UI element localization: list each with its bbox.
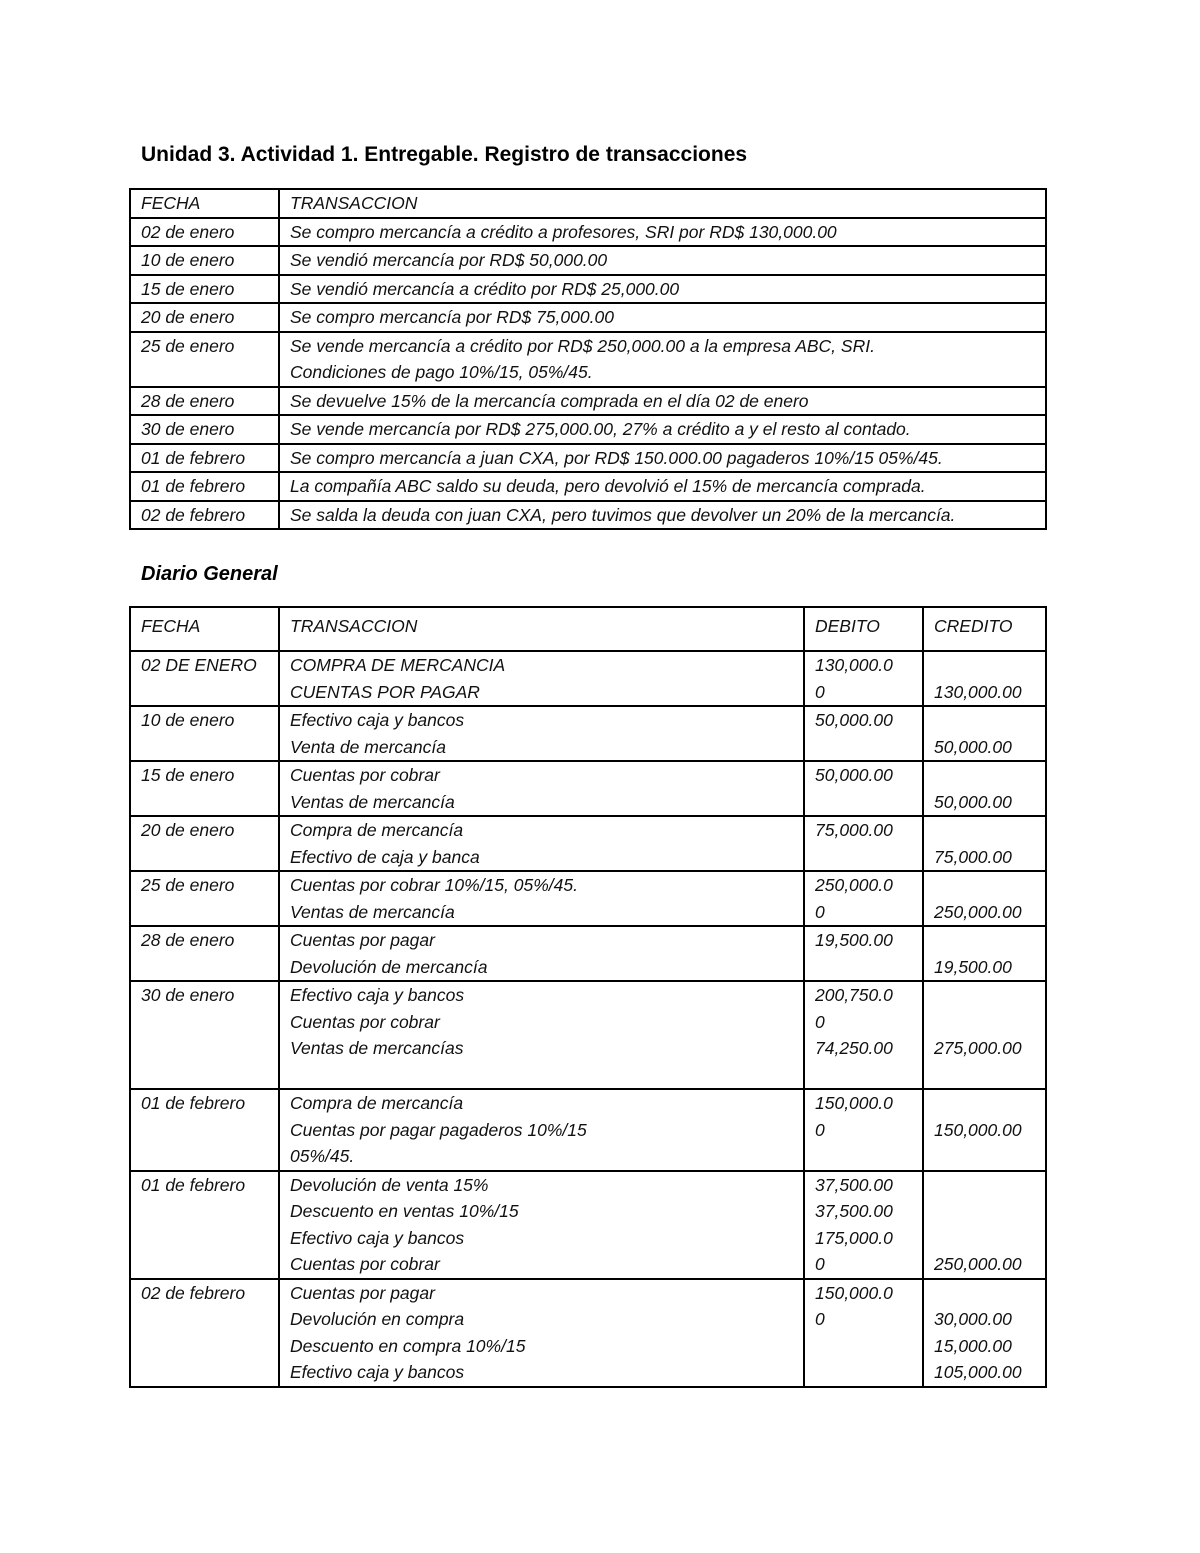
account-line: Descuento en ventas 10%/15 bbox=[290, 1201, 519, 1221]
credit-line: 250,000.00 bbox=[934, 1254, 1022, 1274]
debit-cell bbox=[804, 761, 923, 816]
debit-line: 200,750.0 bbox=[815, 985, 893, 1005]
debit-line bbox=[815, 1143, 922, 1170]
credit-line: 19,500.00 bbox=[934, 956, 1012, 977]
credit-cell bbox=[923, 981, 1046, 1089]
debit-line: 150,000.0 bbox=[815, 1282, 893, 1303]
credit-cell bbox=[923, 1171, 1046, 1279]
account-cell bbox=[279, 871, 804, 926]
credit-line bbox=[934, 652, 1045, 679]
transaction-cell bbox=[279, 387, 1046, 416]
credit-cell bbox=[923, 871, 1046, 926]
transaction-line: Se compro mercancía a crédito a profesores, SRI por RD$ 130,000.00 bbox=[290, 221, 837, 242]
table-row bbox=[130, 218, 1046, 247]
debit-cell bbox=[804, 1279, 923, 1387]
date-cell: 10 de enero bbox=[130, 246, 279, 275]
transaction-cell bbox=[279, 472, 1046, 501]
transaction-line: Se vendió mercancía a crédito por RD$ 25,000.00 bbox=[290, 278, 680, 299]
account-line: Devolución de mercancía bbox=[290, 956, 488, 977]
debit-cell bbox=[804, 926, 923, 981]
account-line: Cuentas por pagar pagaderos 10%/15 bbox=[290, 1119, 587, 1140]
credit-cell bbox=[923, 1279, 1046, 1387]
debit-cell bbox=[804, 1089, 923, 1171]
journal-entry-row bbox=[130, 706, 1046, 761]
account-line: Cuentas por cobrar 10%/15, 05%/45. bbox=[290, 875, 578, 895]
credit-cell bbox=[923, 926, 1046, 981]
account-cell bbox=[279, 651, 804, 706]
account-line: Cuentas por cobrar bbox=[290, 1254, 440, 1274]
date-cell: 02 de enero bbox=[130, 218, 279, 247]
credit-line: 50,000.00 bbox=[934, 736, 1012, 757]
account-line: Cuentas por pagar bbox=[290, 930, 435, 950]
journal-entry-row bbox=[130, 1279, 1046, 1387]
debit-line: 0 bbox=[815, 1119, 825, 1140]
journal-entry-row bbox=[130, 1171, 1046, 1279]
credit-line: 50,000.00 bbox=[934, 791, 1012, 812]
account-line: Efectivo caja y bancos bbox=[290, 1362, 465, 1382]
account-cell bbox=[279, 1171, 804, 1279]
account-cell bbox=[279, 1089, 804, 1171]
date-cell: 02 DE ENERO bbox=[130, 651, 279, 706]
transaction-line: Se compro mercancía por RD$ 75,000.00 bbox=[290, 307, 614, 327]
account-line: Ventas de mercancía bbox=[290, 901, 455, 922]
account-line: CUENTAS POR PAGAR bbox=[290, 681, 480, 702]
credit-cell bbox=[923, 761, 1046, 816]
table-row bbox=[130, 387, 1046, 416]
transaction-cell bbox=[279, 501, 1046, 530]
table-row bbox=[130, 472, 1046, 501]
journal-entry-row bbox=[130, 871, 1046, 926]
debit-cell bbox=[804, 651, 923, 706]
credit-line bbox=[934, 1090, 1045, 1117]
credit-line: 150,000.00 bbox=[934, 1119, 1022, 1140]
debit-line: 37,500.00 bbox=[815, 1201, 893, 1221]
debit-cell bbox=[804, 706, 923, 761]
credit-cell bbox=[923, 816, 1046, 871]
debit-line bbox=[815, 1359, 922, 1386]
account-line: Efectivo caja y bancos bbox=[290, 1227, 465, 1248]
table-row bbox=[130, 275, 1046, 304]
header-cell: FECHA bbox=[130, 189, 279, 218]
debit-line: 50,000.00 bbox=[815, 710, 893, 730]
header-cell: DEBITO bbox=[804, 607, 923, 651]
date-cell: 25 de enero bbox=[130, 332, 279, 387]
credit-cell bbox=[923, 706, 1046, 761]
credit-line bbox=[934, 1143, 1045, 1170]
transaction-cell bbox=[279, 303, 1046, 332]
table-row bbox=[130, 415, 1046, 444]
journal-entry-row bbox=[130, 926, 1046, 981]
credit-line: 250,000.00 bbox=[934, 901, 1022, 922]
transaction-line: Se compro mercancía a juan CXA, por RD$ 150.000.00 pagaderos 10%/15 05%/45. bbox=[290, 447, 943, 468]
credit-line bbox=[934, 1172, 1045, 1199]
account-line: Cuentas por pagar bbox=[290, 1282, 435, 1303]
account-line: Cuentas por cobrar bbox=[290, 1011, 440, 1032]
transaction-cell bbox=[279, 218, 1046, 247]
header-cell: TRANSACCION bbox=[279, 189, 1046, 218]
credit-line: 130,000.00 bbox=[934, 681, 1022, 702]
date-cell: 10 de enero bbox=[130, 706, 279, 761]
account-line: Venta de mercancía bbox=[290, 736, 446, 757]
account-line: Efectivo caja y bancos bbox=[290, 985, 465, 1005]
date-cell: 01 de febrero bbox=[130, 472, 279, 501]
header-cell: FECHA bbox=[130, 607, 279, 651]
credit-line bbox=[934, 1280, 1045, 1307]
debit-line bbox=[815, 1062, 922, 1089]
date-cell: 01 de febrero bbox=[130, 1171, 279, 1279]
account-line: Devolución en compra bbox=[290, 1309, 465, 1329]
debit-line: 0 bbox=[815, 901, 825, 922]
credit-cell bbox=[923, 651, 1046, 706]
account-cell bbox=[279, 981, 804, 1089]
debit-line: 37,500.00 bbox=[815, 1174, 893, 1195]
transaction-line: Condiciones de pago 10%/15, 05%/45. bbox=[290, 362, 593, 382]
debit-line: 0 bbox=[815, 1254, 825, 1274]
journal-entry-row bbox=[130, 761, 1046, 816]
debit-line: 50,000.00 bbox=[815, 765, 893, 785]
debit-line bbox=[815, 954, 922, 981]
account-cell bbox=[279, 1279, 804, 1387]
journal-entry-row bbox=[130, 1089, 1046, 1171]
transaction-cell bbox=[279, 444, 1046, 473]
debit-line: 175,000.0 bbox=[815, 1227, 893, 1248]
journal-entry-row bbox=[130, 981, 1046, 1089]
date-cell: 20 de enero bbox=[130, 816, 279, 871]
account-cell bbox=[279, 706, 804, 761]
page-title: Unidad 3. Actividad 1. Entregable. Registro de transacciones bbox=[141, 143, 748, 166]
debit-line: 74,250.00 bbox=[815, 1038, 893, 1058]
header-cell: CREDITO bbox=[923, 607, 1046, 651]
account-line: Compra de mercancía bbox=[290, 1093, 464, 1113]
debit-cell bbox=[804, 981, 923, 1089]
table-row bbox=[130, 444, 1046, 473]
credit-line bbox=[934, 872, 1045, 899]
date-cell: 30 de enero bbox=[130, 415, 279, 444]
date-cell: 02 de febrero bbox=[130, 501, 279, 530]
account-line: Descuento en compra 10%/15 bbox=[290, 1335, 526, 1356]
transaction-line: Se salda la deuda con juan CXA, pero tuvimos que devolver un 20% de la mercancía. bbox=[290, 504, 956, 525]
journal-entry-row bbox=[130, 816, 1046, 871]
account-line: Ventas de mercancías bbox=[290, 1038, 464, 1058]
transaction-line: Se vende mercancía a crédito por RD$ 250,000.00 a la empresa ABC, SRI. bbox=[290, 335, 875, 356]
date-cell: 28 de enero bbox=[130, 926, 279, 981]
debit-line: 0 bbox=[815, 1309, 825, 1329]
account-line bbox=[290, 1062, 803, 1089]
transaction-line: Se devuelve 15% de la mercancía comprada en el día 02 de enero bbox=[290, 390, 809, 411]
credit-line bbox=[934, 762, 1045, 789]
date-cell: 02 de febrero bbox=[130, 1279, 279, 1387]
credit-line bbox=[934, 1198, 1045, 1225]
credit-line bbox=[934, 1062, 1045, 1089]
transaction-cell bbox=[279, 275, 1046, 304]
debit-cell bbox=[804, 871, 923, 926]
journal-entry-row bbox=[130, 651, 1046, 706]
date-cell: 15 de enero bbox=[130, 275, 279, 304]
table-row bbox=[130, 303, 1046, 332]
date-cell: 25 de enero bbox=[130, 871, 279, 926]
debit-line: 0 bbox=[815, 1011, 825, 1032]
journal-title: Diario General bbox=[141, 563, 278, 585]
credit-line bbox=[934, 1225, 1045, 1252]
transaction-line: La compañía ABC saldo su deuda, pero devolvió el 15% de mercancía comprada. bbox=[290, 476, 926, 496]
account-line: Efectivo caja y bancos bbox=[290, 710, 465, 730]
account-line: Cuentas por cobrar bbox=[290, 765, 440, 785]
date-cell: 01 de febrero bbox=[130, 1089, 279, 1171]
account-line: 05%/45. bbox=[290, 1146, 355, 1166]
date-cell: 20 de enero bbox=[130, 303, 279, 332]
debit-line: 19,500.00 bbox=[815, 930, 893, 950]
credit-line bbox=[934, 817, 1045, 844]
credit-line bbox=[934, 1009, 1045, 1036]
transaction-cell bbox=[279, 415, 1046, 444]
credit-line: 275,000.00 bbox=[934, 1038, 1022, 1058]
transaction-line: Se vendió mercancía por RD$ 50,000.00 bbox=[290, 250, 608, 270]
table-row bbox=[130, 501, 1046, 530]
debit-line: 130,000.0 bbox=[815, 655, 893, 675]
transaction-cell bbox=[279, 246, 1046, 275]
transaction-cell bbox=[279, 332, 1046, 387]
account-cell bbox=[279, 926, 804, 981]
account-cell bbox=[279, 816, 804, 871]
journal-header-row bbox=[130, 607, 1046, 651]
credit-line: 15,000.00 bbox=[934, 1335, 1012, 1356]
debit-line bbox=[815, 734, 922, 761]
journal-table bbox=[129, 606, 1047, 1388]
credit-line: 105,000.00 bbox=[934, 1362, 1022, 1382]
debit-line: 75,000.00 bbox=[815, 820, 893, 840]
debit-line bbox=[815, 789, 922, 816]
credit-cell bbox=[923, 1089, 1046, 1171]
debit-cell bbox=[804, 816, 923, 871]
account-line: COMPRA DE MERCANCIA bbox=[290, 655, 506, 675]
date-cell: 01 de febrero bbox=[130, 444, 279, 473]
transaction-line: Se vende mercancía por RD$ 275,000.00, 27% a crédito a y el resto al contado. bbox=[290, 419, 911, 439]
account-line: Efectivo de caja y banca bbox=[290, 846, 480, 867]
debit-line bbox=[815, 1333, 922, 1360]
credit-line bbox=[934, 927, 1045, 954]
account-line: Compra de mercancía bbox=[290, 820, 464, 840]
date-cell: 30 de enero bbox=[130, 981, 279, 1089]
credit-line bbox=[934, 707, 1045, 734]
date-cell: 15 de enero bbox=[130, 761, 279, 816]
account-cell bbox=[279, 761, 804, 816]
account-line: Ventas de mercancía bbox=[290, 791, 455, 812]
credit-line: 75,000.00 bbox=[934, 846, 1012, 867]
account-line: Devolución de venta 15% bbox=[290, 1174, 489, 1195]
header-cell: TRANSACCION bbox=[279, 607, 804, 651]
table-row bbox=[130, 246, 1046, 275]
debit-cell bbox=[804, 1171, 923, 1279]
date-cell: 28 de enero bbox=[130, 387, 279, 416]
transactions-header-row bbox=[130, 189, 1046, 218]
table-row bbox=[130, 332, 1046, 387]
debit-line bbox=[815, 844, 922, 871]
debit-line: 150,000.0 bbox=[815, 1093, 893, 1113]
debit-line: 0 bbox=[815, 681, 825, 702]
debit-line: 250,000.0 bbox=[815, 875, 893, 895]
transactions-table bbox=[129, 188, 1047, 530]
credit-line bbox=[934, 982, 1045, 1009]
credit-line: 30,000.00 bbox=[934, 1309, 1012, 1329]
